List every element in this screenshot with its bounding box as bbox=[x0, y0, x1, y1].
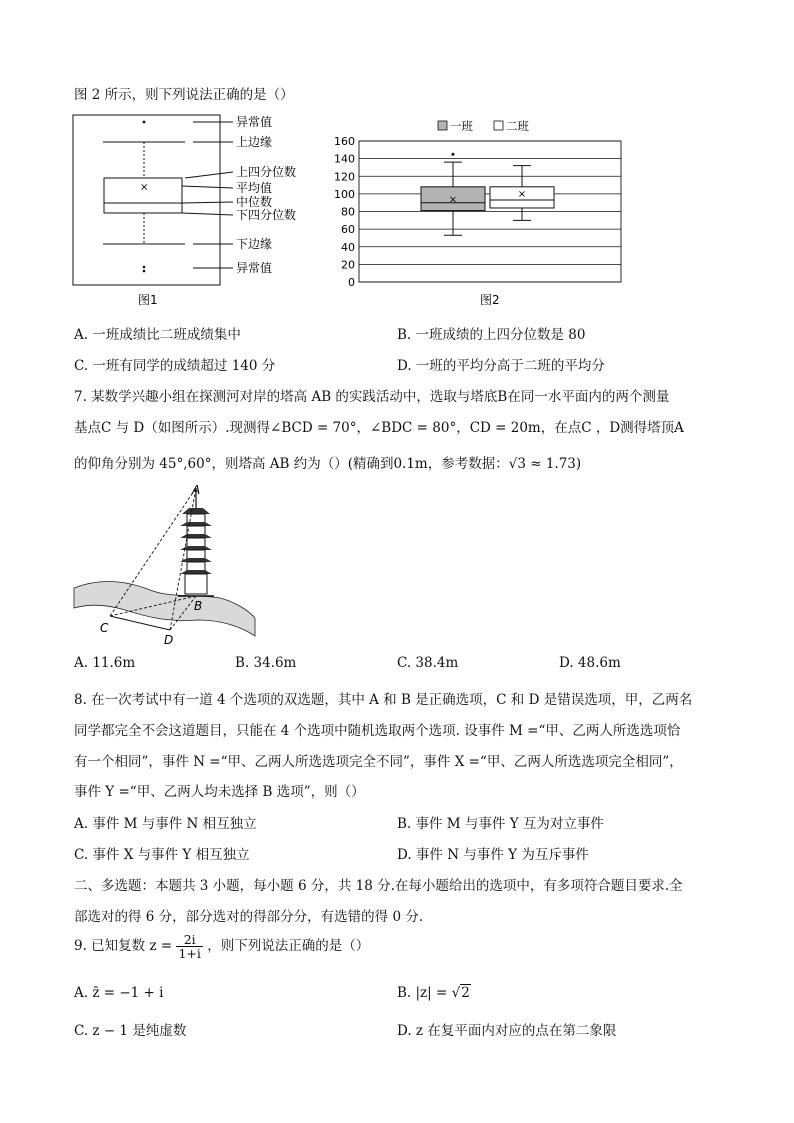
point-c-label: C bbox=[100, 621, 109, 635]
q8-stem-line2: 同学都完全不会这道题目，只能在 4 个选项中随机选取两个选项. 设事件 M =“甲、乙两人所选选项恰 bbox=[74, 723, 681, 739]
q7-stem-line1: 7. 某数学兴趣小组在探测河对岸的塔高 AB 的实践活动中，选取与塔底B在同一水平面内的两个测量 bbox=[74, 389, 670, 405]
q8-option-d[interactable]: D. 事件 N 与事件 Y 为互斥事件 bbox=[397, 847, 589, 863]
q8-stem-line1: 8. 在一次考试中有一道 4 个选项的双选题，其中 A 和 B 是正确选项，C 和 D 是错误选项，甲，乙两名 bbox=[74, 692, 693, 708]
box-2-mean-marker: × bbox=[517, 188, 527, 200]
section2-instructions-line2: 部选对的得 6 分，部分选对的得部分分，有选错的得 0 分. bbox=[74, 909, 424, 925]
y-tick-label-120: 120 bbox=[334, 170, 355, 184]
q7-option-a[interactable]: A. 11.6m bbox=[74, 655, 136, 671]
fig1-outlier-bottom-1 bbox=[143, 266, 146, 269]
legend-label-class1: 一班 bbox=[450, 119, 473, 133]
fig1-outlier-bottom-2 bbox=[143, 270, 146, 273]
legend-label-class2: 二班 bbox=[506, 119, 529, 133]
figure2-boxplot-chart bbox=[325, 112, 635, 312]
box-1-mean-marker: × bbox=[448, 194, 458, 206]
q9-stem bbox=[74, 933, 369, 960]
q7-tower-figure bbox=[70, 480, 260, 650]
q7-option-c[interactable]: C. 38.4m bbox=[397, 655, 459, 671]
q7-stem-line3: 的仰角分别为 45°,60°，则塔高 AB 约为（）(精确到0.1m，参考数据：√3 ≈ 1.73) bbox=[74, 456, 582, 472]
y-tick-label-40: 40 bbox=[341, 240, 355, 254]
q6-option-d[interactable]: D. 一班的平均分高于二班的平均分 bbox=[397, 358, 605, 374]
q9-option-a[interactable]: A. z̄ = −1 + i bbox=[74, 985, 164, 1001]
fig1-label-median: 中位数 bbox=[236, 195, 273, 209]
section2-instructions-line1: 二、多选题：本题共 3 小题，每小题 6 分，共 18 分.在每小题给出的选项中，有多项符合题目要求.全 bbox=[74, 878, 683, 894]
q8-stem-line3: 有一个相同”，事件 N =“甲、乙两人所选选项完全不同”，事件 X =“甲、乙两人所选选项完全相同”， bbox=[74, 754, 683, 770]
legend-swatch-class1 bbox=[438, 121, 447, 130]
fig1-label-q1: 下四分位数 bbox=[236, 208, 297, 222]
q6-intro: 图 2 所示，则下列说法正确的是（） bbox=[74, 87, 294, 103]
q7-option-d[interactable]: D. 48.6m bbox=[559, 655, 621, 671]
point-a-label: A bbox=[192, 483, 201, 497]
y-tick-label-80: 80 bbox=[341, 205, 355, 219]
q7-stem-line2: 基点C 与 D（如图所示）.现测得∠BCD = 70°，∠BDC = 80°，CD = 20m，在点C ，D测得塔顶A bbox=[74, 420, 684, 436]
q6-option-b[interactable]: B. 一班成绩的上四分位数是 80 bbox=[397, 327, 586, 343]
q9-option-c[interactable]: C. z − 1 是纯虚数 bbox=[74, 1023, 187, 1039]
y-tick-label-160: 160 bbox=[334, 135, 355, 148]
q9-fraction-numerator: 2i bbox=[176, 933, 202, 947]
y-tick-label-20: 20 bbox=[341, 258, 355, 272]
fig2-caption: 图2 bbox=[480, 293, 500, 307]
fig1-label-outlier-top: 异常值 bbox=[236, 115, 273, 129]
pagoda-tower bbox=[178, 488, 214, 596]
q9-option-d[interactable]: D. z 在复平面内对应的点在第二象限 bbox=[397, 1023, 617, 1039]
fig1-label-q3: 上四分位数 bbox=[236, 165, 297, 179]
box-1 bbox=[421, 153, 485, 236]
point-d-label: D bbox=[164, 633, 174, 647]
y-tick-label-0: 0 bbox=[348, 276, 355, 289]
figure1-boxplot-schematic bbox=[70, 112, 320, 312]
q9-option-b-prefix: B. |z| = √ bbox=[397, 985, 461, 1001]
q6-option-a[interactable]: A. 一班成绩比二班成绩集中 bbox=[74, 327, 241, 343]
q8-option-a[interactable]: A. 事件 M 与事件 N 相互独立 bbox=[74, 816, 257, 832]
y-tick-label-100: 100 bbox=[334, 187, 355, 201]
box-2 bbox=[490, 166, 554, 221]
fig1-caption: 图1 bbox=[138, 293, 158, 307]
point-b-label: B bbox=[194, 599, 203, 613]
q8-option-c[interactable]: C. 事件 X 与事件 Y 相互独立 bbox=[74, 847, 250, 863]
legend-swatch-class2 bbox=[494, 121, 503, 130]
q8-stem-line4: 事件 Y =“甲、乙两人均未选择 B 选项”，则（） bbox=[74, 784, 365, 800]
fig1-mean-marker: × bbox=[140, 182, 149, 193]
fig1-label-upper-edge: 上边缘 bbox=[236, 135, 273, 149]
q7-option-b[interactable]: B. 34.6m bbox=[235, 655, 297, 671]
q9-option-b-radicand: 2 bbox=[461, 985, 470, 1001]
fig1-label-outlier-bottom: 异常值 bbox=[236, 261, 273, 275]
q9-stem-prefix: 9. 已知复数 z = bbox=[74, 938, 173, 955]
fig1-outlier-top bbox=[143, 121, 146, 124]
fig1-label-mean: 平均值 bbox=[236, 181, 273, 195]
q9-option-b[interactable] bbox=[397, 985, 471, 1001]
q6-option-c[interactable]: C. 一班有同学的成绩超过 140 分 bbox=[74, 358, 276, 374]
box-1-outlier-1 bbox=[452, 153, 455, 156]
q9-fraction bbox=[176, 933, 202, 960]
y-tick-label-60: 60 bbox=[341, 223, 355, 237]
y-tick-label-140: 140 bbox=[334, 152, 355, 166]
fig1-label-lower-edge: 下边缘 bbox=[236, 237, 273, 251]
q9-stem-suffix: ，则下列说法正确的是（） bbox=[207, 938, 370, 955]
fig2-legend bbox=[438, 119, 529, 133]
q9-fraction-denominator: 1+i bbox=[178, 946, 201, 962]
q8-option-b[interactable]: B. 事件 M 与事件 Y 互为对立事件 bbox=[397, 816, 604, 832]
